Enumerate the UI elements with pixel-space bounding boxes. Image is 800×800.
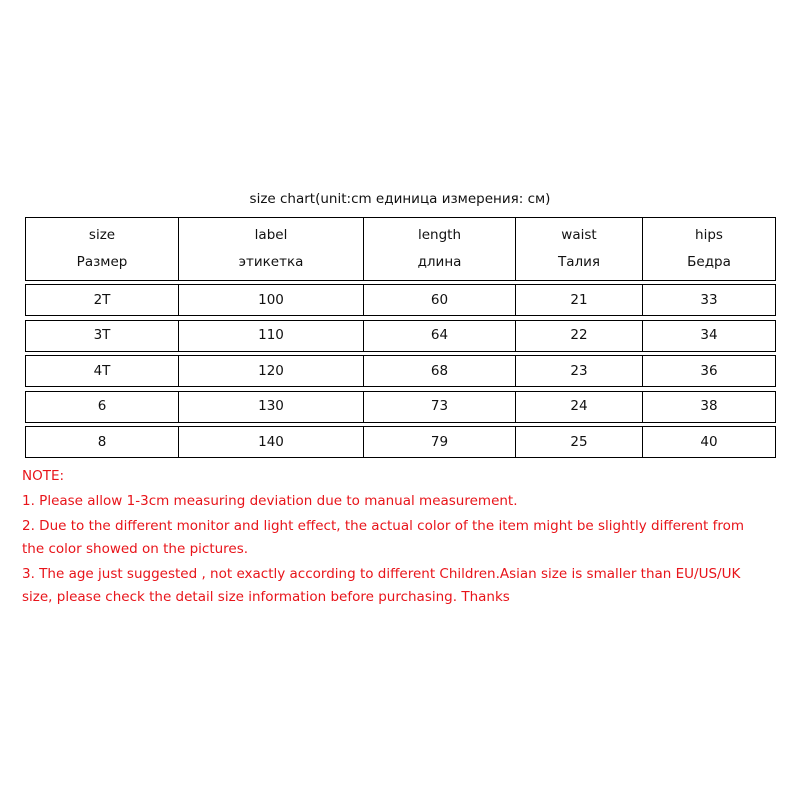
table-cell-length: 60 [364,285,516,315]
table-cell-waist: 24 [516,392,643,422]
table-row [25,426,776,458]
table-cell-label: 120 [179,356,364,386]
header-label-en: length [417,227,462,243]
header-cell-hips [643,218,775,280]
table-cell-hips: 36 [700,362,718,379]
table-cell-size: 6 [26,392,179,422]
table-row [25,355,776,387]
size-chart-title: size chart(unit:cm единица измерения: см) [249,191,551,207]
table-cell-label: 110 [179,321,364,351]
header-label-ru: этикетка [238,254,304,270]
note-3-line-1: 3. The age just suggested , not exactly according to different Children.Asian size is smaller than EU/US/UK [22,566,741,582]
table-cell-hips: 40 [700,433,718,450]
table-cell-waist: 23 [516,356,643,386]
notes-heading: NOTE: [22,468,65,484]
table-row [25,391,776,423]
note-2-line-2: the color showed on the pictures. [22,541,249,557]
table-cell-hips: 33 [700,291,718,308]
note-3-line-2: size, please check the detail size information before purchasing. Thanks [22,589,510,605]
header-label-en: hips [695,227,723,243]
header-label-ru: Бедра [687,254,731,270]
header-cell-size [26,218,179,280]
table-row [25,320,776,352]
header-cell-label [179,218,364,280]
table-cell-label: 100 [179,285,364,315]
header-label-ru: Размер [76,254,128,270]
table-cell-size: 2T [26,285,179,315]
table-cell-size: 4T [26,356,179,386]
table-row [25,284,776,316]
table-cell-label: 140 [179,427,364,457]
header-label-ru: Талия [557,254,601,270]
header-cell-length [364,218,516,280]
table-cell-length: 64 [364,321,516,351]
header-cell-waist [516,218,643,280]
header-label-en: size [88,227,116,243]
table-cell-waist: 21 [516,285,643,315]
header-label-en: label [254,227,288,243]
note-2-line-1: 2. Due to the different monitor and light effect, the actual color of the item might be slightly different from [22,518,745,534]
table-header-row [25,217,776,281]
table-cell-size: 3T [26,321,179,351]
table-cell-waist: 25 [516,427,643,457]
header-label-ru: длина [417,254,462,270]
note-1-line-1: 1. Please allow 1-3cm measuring deviation due to manual measurement. [22,493,518,509]
notes-section [22,465,782,609]
table-cell-length: 73 [364,392,516,422]
table-cell-size: 8 [26,427,179,457]
size-table [25,217,776,462]
table-cell-length: 68 [364,356,516,386]
table-cell-length: 79 [364,427,516,457]
table-cell-waist: 22 [516,321,643,351]
table-cell-hips: 38 [700,398,718,414]
table-cell-hips: 34 [700,327,718,343]
table-cell-label: 130 [179,392,364,422]
header-label-en: waist [561,227,597,243]
